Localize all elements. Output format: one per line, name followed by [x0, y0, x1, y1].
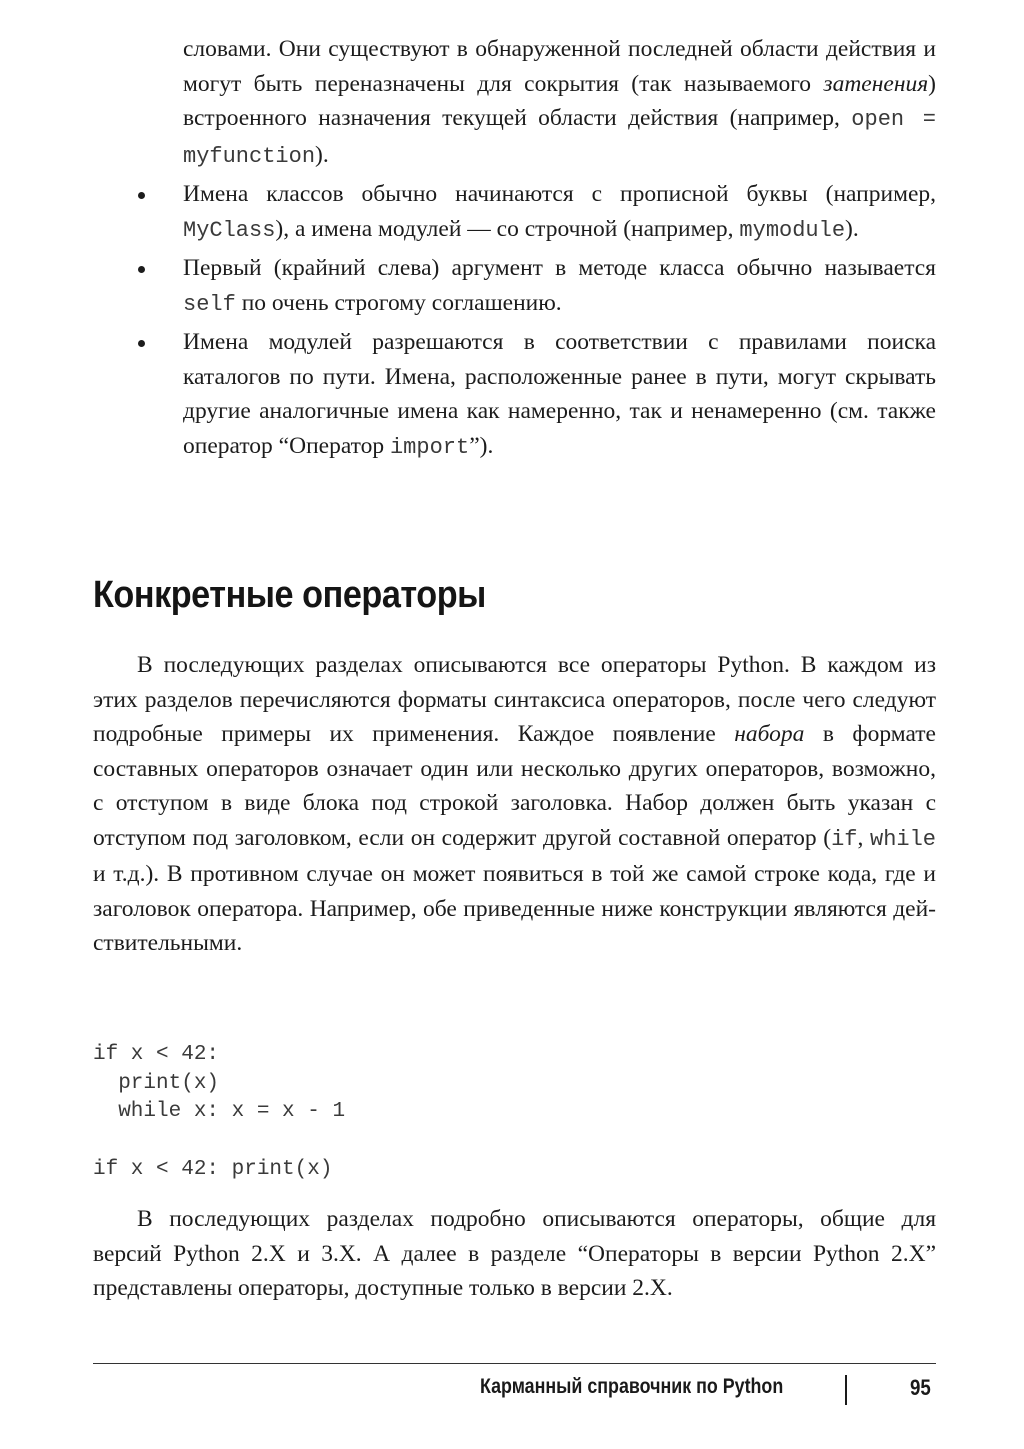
- inline-code: import: [389, 434, 470, 460]
- body-paragraph: В последующих разделах подробно описываются операторы, общие для версий Python 2.X и 3.X. А далее в разделе “Операторы в версии Python 2.X” представлены операторы, доступные только в версии 2.X.: [93, 1206, 936, 1301]
- italic-term: набора: [734, 721, 805, 747]
- inline-code: while: [870, 826, 937, 852]
- text-span: Имена классов обычно начинаются с прописной буквы (например,: [183, 181, 936, 207]
- page-number: 95: [910, 1375, 931, 1400]
- text-span: ), а имена модулей — со строчной (например,: [275, 215, 740, 242]
- footer-rule: [93, 1363, 936, 1364]
- text-span: и т.д.). В противном случае он может появиться в той же самой строке кода, где и заголовок оператора. Например, обе приведенные ниже конструкции являются действительными.: [93, 861, 936, 956]
- inline-code: MyClass: [183, 217, 276, 243]
- list-item: [130, 251, 936, 322]
- list-item: [130, 325, 936, 465]
- inline-code: open = myfunction: [183, 107, 936, 169]
- list-item: [130, 177, 936, 248]
- footer-separator: [845, 1375, 847, 1405]
- list-item: [130, 32, 936, 174]
- text-span: по очень строгому соглашению.: [235, 289, 562, 316]
- body-paragraph: [93, 648, 936, 961]
- bullet-list: [130, 32, 936, 465]
- italic-term: затенения: [823, 70, 929, 97]
- text-span: ,: [857, 824, 870, 851]
- bullet-icon: [138, 192, 145, 199]
- inline-code: self: [183, 291, 236, 317]
- text-span: в формате составных операторов означает один или несколько других операторов, возможно, с отступом в виде блока под строкой заголовка. Набор должен быть указан с отступом под заголовком, если он содержит другой составной оператор (: [93, 721, 936, 851]
- text-span: словами. Они существуют в обнаруженной последней области действия и могут быть переназначены для сокрытия (так называемого: [183, 36, 936, 97]
- footer-book-title: Карманный справочник по Python: [480, 1375, 784, 1398]
- inline-code: if: [831, 826, 858, 852]
- code-block: if x < 42: print(x): [93, 1158, 333, 1181]
- text-span: ).: [845, 215, 859, 242]
- section-heading: Конкретные операторы: [93, 574, 486, 616]
- bullet-icon: [138, 340, 145, 347]
- code-block: if x < 42: print(x) while x: x = x - 1: [93, 1043, 346, 1123]
- text-span: Первый (крайний слева) аргумент в методе класса обычно называется: [183, 255, 936, 281]
- text-span: ”).: [469, 432, 494, 459]
- text-span: ).: [315, 141, 329, 168]
- text-span: ) встроенного назначения текущей области действия (например,: [183, 70, 936, 131]
- bullet-icon: [138, 266, 145, 273]
- inline-code: mymodule: [739, 217, 846, 243]
- text-span: Имена модулей разрешаются в соответствии с правилами поиска каталогов по пути. Имена, расположенные ранее в пути, могут скрывать другие аналогичные имена как намеренно, так и ненамеренно (см. также оператор “Оператор: [183, 329, 936, 459]
- text-span: В последующих разделах описываются все операторы Python. В каждом из этих разделов перечисляются форматы синтаксиса операторов, после чего следуют подробные примеры их применения. Каждое появление: [93, 652, 936, 747]
